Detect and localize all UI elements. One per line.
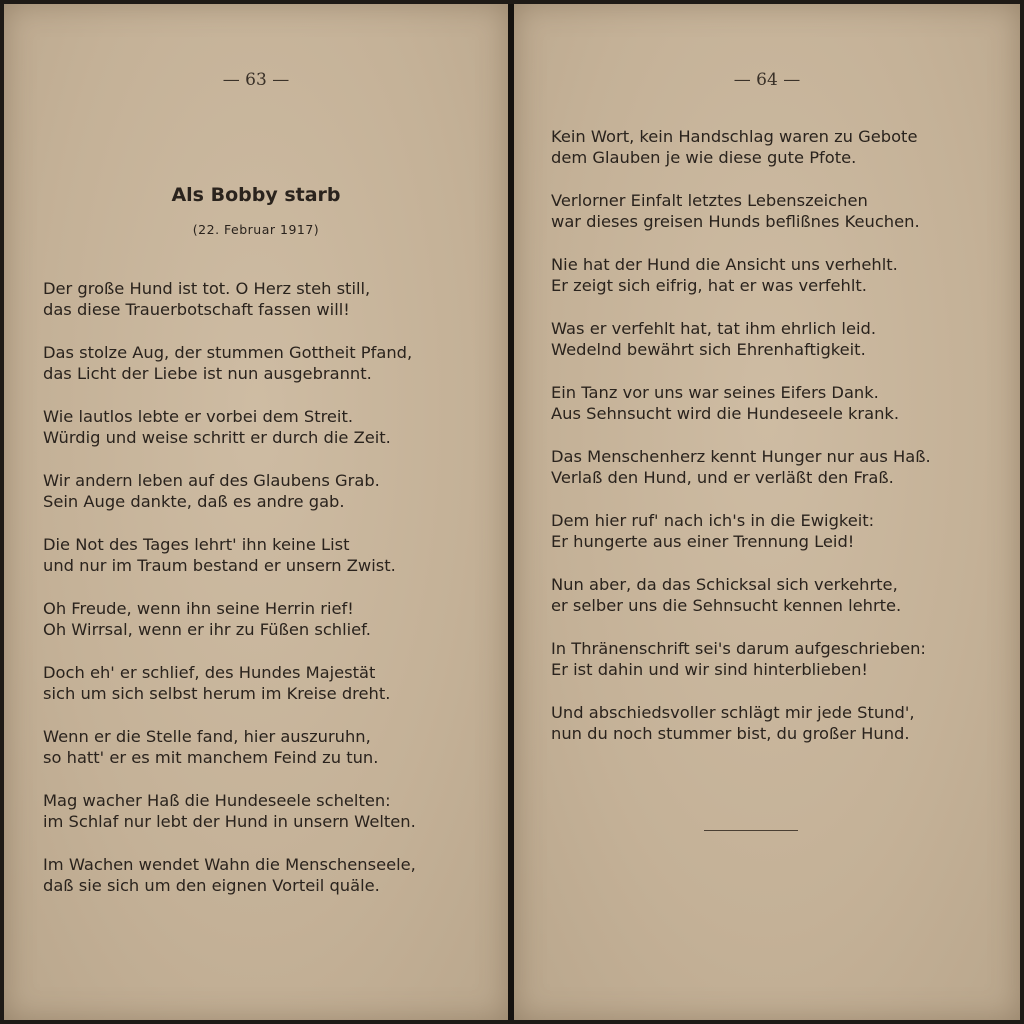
- verse-line: Kein Wort, kein Handschlag waren zu Gebote: [551, 127, 918, 146]
- verse-line: Wedelnd bewährt sich Ehrenhaftigkeit.: [551, 340, 866, 359]
- stanzas-right: [551, 126, 1011, 766]
- verse-line: Die Not des Tages lehrt' ihn keine List: [43, 535, 350, 554]
- verse-line: so hatt' er es mit manchem Feind zu tun.: [43, 748, 379, 767]
- verse-line: Oh Freude, wenn ihn seine Herrin rief!: [43, 599, 354, 618]
- verse-line: Im Wachen wendet Wahn die Menschenseele,: [43, 855, 416, 874]
- verse-line: Ein Tanz vor uns war seines Eifers Dank.: [551, 383, 879, 402]
- verse-line: Nun aber, da das Schicksal sich verkehrte,: [551, 575, 898, 594]
- stanza: [43, 534, 498, 576]
- stanza: [43, 470, 498, 512]
- stanza: [551, 382, 1011, 424]
- verse-line: Oh Wirrsal, wenn er ihr zu Füßen schlief.: [43, 620, 371, 639]
- verse-line: war dieses greisen Hunds beflißnes Keuchen.: [551, 212, 920, 231]
- verse-line: Würdig und weise schritt er durch die Zeit.: [43, 428, 391, 447]
- stanza: [43, 662, 498, 704]
- verse-line: Doch eh' er schlief, des Hundes Majestät: [43, 663, 376, 682]
- verse-line: dem Glauben je wie diese gute Pfote.: [551, 148, 857, 167]
- poem-title: Als Bobby starb: [171, 184, 341, 206]
- verse-line: Wie lautlos lebte er vorbei dem Streit.: [43, 407, 354, 426]
- verse-line: Das stolze Aug, der stummen Gottheit Pfand,: [43, 343, 413, 362]
- verse-line: und nur im Traum bestand er unsern Zwist.: [43, 556, 396, 575]
- verse-line: Und abschiedsvoller schlägt mir jede Stund',: [551, 703, 915, 722]
- stanza: [551, 510, 1011, 552]
- verse-line: Mag wacher Haß die Hundeseele schelten:: [43, 791, 391, 810]
- page-number-left: — 63 —: [222, 70, 290, 90]
- verse-line: daß sie sich um den eignen Vorteil quäle.: [43, 876, 380, 895]
- poem-date: (22. Februar 1917): [192, 222, 320, 237]
- verse-line: Der große Hund ist tot. O Herz steh still,: [43, 279, 371, 298]
- stanza: [43, 278, 498, 320]
- verse-line: Wir andern leben auf des Glaubens Grab.: [43, 471, 380, 490]
- verse-line: das Licht der Liebe ist nun ausgebrannt.: [43, 364, 372, 383]
- verse-line: Nie hat der Hund die Ansicht uns verhehlt.: [551, 255, 898, 274]
- verse-line: Dem hier ruf' nach ich's in die Ewigkeit:: [551, 511, 875, 530]
- stanza: [43, 342, 498, 384]
- stanza: [551, 702, 1011, 744]
- verse-line: im Schlaf nur lebt der Hund in unsern Welten.: [43, 812, 416, 831]
- verse-line: In Thränenschrift sei's darum aufgeschrieben:: [551, 639, 926, 658]
- verse-line: Verlaß den Hund, und er verläßt den Fraß.: [551, 468, 894, 487]
- verse-line: sich um sich selbst herum im Kreise dreht.: [43, 684, 391, 703]
- verse-line: Er hungerte aus einer Trennung Leid!: [551, 532, 855, 551]
- stanza: [43, 854, 498, 896]
- stanza: [551, 126, 1011, 168]
- verse-line: Wenn er die Stelle fand, hier auszuruhn,: [43, 727, 371, 746]
- verse-line: Das Menschenherz kennt Hunger nur aus Haß.: [551, 447, 931, 466]
- page-number-right: — 64 —: [733, 70, 801, 90]
- stanza: [43, 406, 498, 448]
- left-page: [4, 4, 508, 1020]
- stanzas-left: [43, 278, 498, 918]
- verse-line: Sein Auge dankte, daß es andre gab.: [43, 492, 345, 511]
- verse-line: Was er verfehlt hat, tat ihm ehrlich leid.: [551, 319, 876, 338]
- verse-line: Verlorner Einfalt letztes Lebenszeichen: [551, 191, 868, 210]
- stanza: [43, 598, 498, 640]
- right-page: [514, 4, 1020, 1020]
- verse-line: Aus Sehnsucht wird die Hundeseele krank.: [551, 404, 900, 423]
- verse-line: Er ist dahin und wir sind hinterblieben!: [551, 660, 868, 679]
- stanza: [551, 638, 1011, 680]
- verse-line: das diese Trauerbotschaft fassen will!: [43, 300, 350, 319]
- stanza: [551, 190, 1011, 232]
- stanza: [551, 446, 1011, 488]
- verse-line: nun du noch stummer bist, du großer Hund.: [551, 724, 910, 743]
- stanza: [551, 254, 1011, 296]
- stanza: [43, 790, 498, 832]
- stanza: [43, 726, 498, 768]
- stanza: [551, 318, 1011, 360]
- end-rule-divider: [704, 830, 798, 831]
- verse-line: er selber uns die Sehnsucht kennen lehrte.: [551, 596, 902, 615]
- stanza: [551, 574, 1011, 616]
- verse-line: Er zeigt sich eifrig, hat er was verfehlt.: [551, 276, 867, 295]
